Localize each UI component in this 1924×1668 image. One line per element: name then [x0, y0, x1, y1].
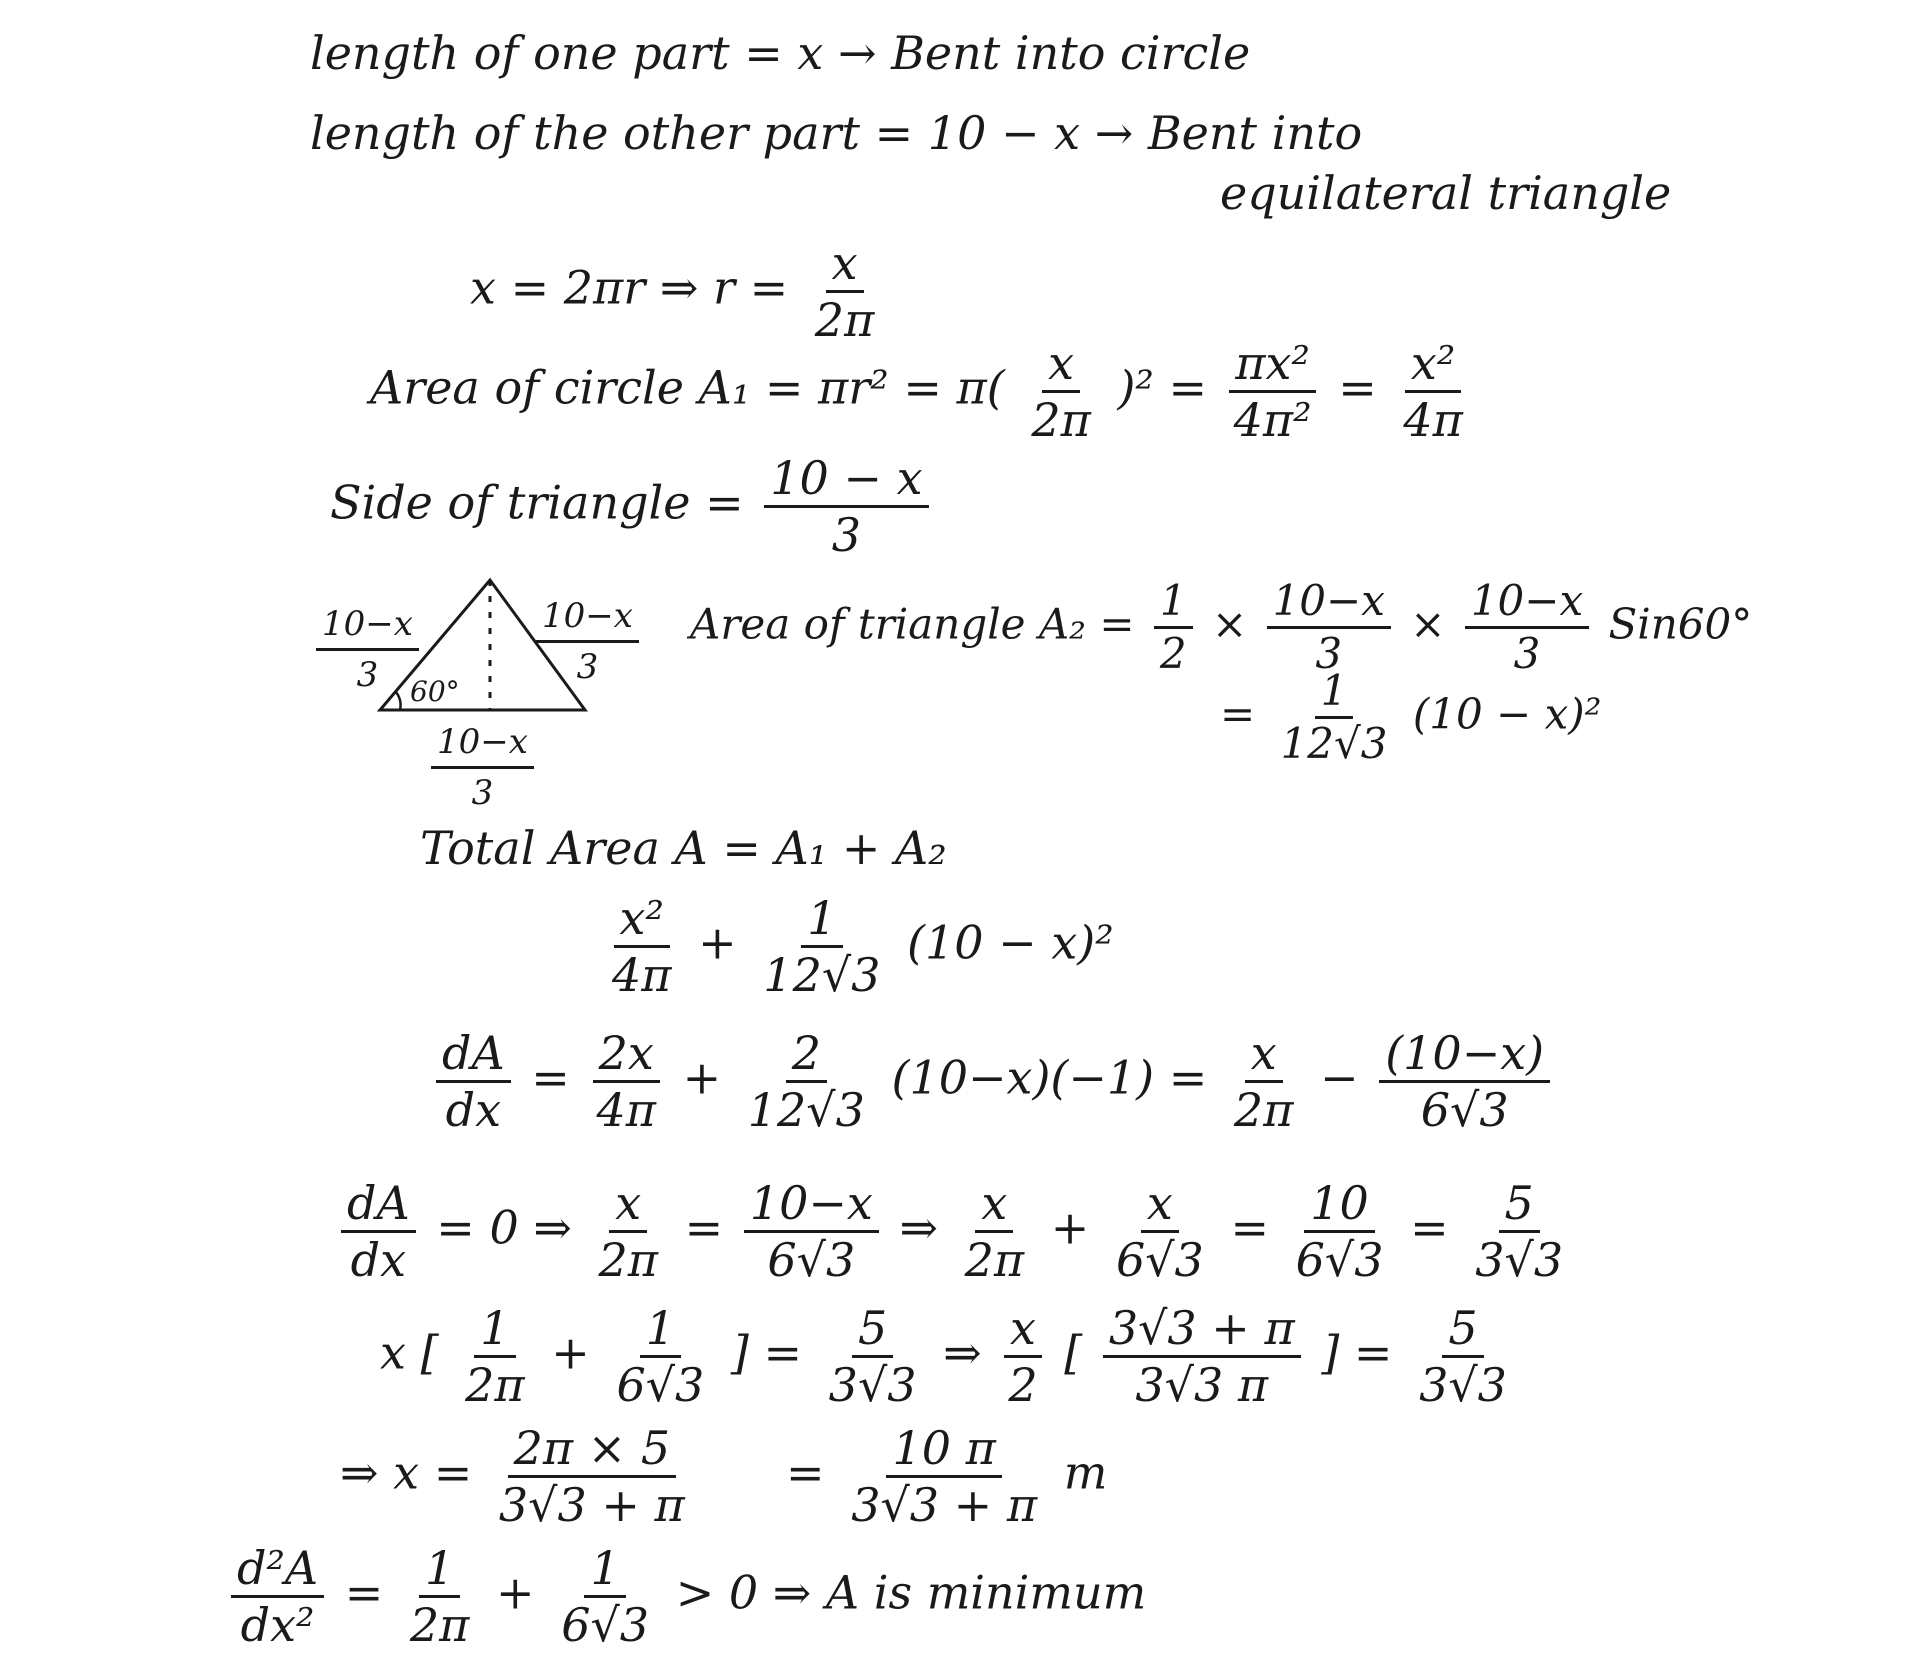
triangle-figure — [320, 560, 640, 813]
total-area-line: Total Area A = A₁ + A₂ — [420, 821, 947, 875]
side-line: Side of triangle = $\frac{10 - x}{3}$ — [330, 455, 935, 558]
triangle-angle-label: 60° — [410, 675, 460, 708]
second-derivative-line: $\frac{\text{d²A}}{\text{dx²}}$ = $\frac{1}{2\pi}$ + $\frac{1}{6√3}$ > 0 ⇒ A is minimum — [225, 1545, 1146, 1648]
total-area-expression: $\frac{\text{x²}}{4\pi}$ + $\frac{1}{12√3}$ (10 − x)² — [612, 891, 1114, 1002]
circle-area-line: Area of circle A₁ = πr² = π( $\frac{x}{2\pi}$ )² = $\frac{\text{πx²}}{\text{4π²}}$ = $\frac{\text{x²}}{4\pi}$ — [370, 336, 1463, 447]
intro-line-2: length of the other part = 10 − x → Bent into — [310, 106, 1363, 160]
zero-condition-line: $\frac{dA}{dx}$ = 0 ⇒ $\frac{x}{2\pi}$ = $\frac{10-x}{6√3}$ ⇒ $\frac{x}{2\pi}$ + $\frac{x}{6√3}$ = $\frac{10}{6√3}$ = $\frac{5}{3√3}$ — [335, 1180, 1575, 1283]
derivative-line: $\frac{dA}{dx}$ = $\frac{2x}{4\pi}$ + $\frac{2}{12√3}$ (10−x)(−1) = $\frac{x}{2\pi}$ − $\frac{(10-x)}{6√3}$ — [430, 1030, 1556, 1133]
triangle-base-label: $\frac{10-x}{3}$ — [425, 722, 540, 813]
triangle-right-side-label: $\frac{10-x}{3}$ — [530, 596, 645, 687]
triangle-area-line-2: = $\frac{1}{12√3}$ (10 − x)² — [1220, 666, 1602, 768]
triangle-area-line: Area of triangle A₂ = $\frac{1}{2}$ × $\frac{10-x}{3}$ × $\frac{10-x}{3}$ Sin60° — [690, 576, 1753, 678]
triangle-left-side-label: $\frac{10-x}{3}$ — [310, 604, 425, 695]
radius-line — [470, 236, 886, 347]
solution-line: ⇒ x = $\frac{2\pi \times 5}{3√3 + \pi}$ = $\frac{10 \pi}{3√3 + \pi}$ m — [340, 1421, 1108, 1532]
intro-line-3: equilateral triangle — [1220, 166, 1672, 220]
intro-line-1: length of one part = x → Bent into circle — [310, 26, 1251, 80]
bracket-line: x [ $\frac{1}{2\pi}$ + $\frac{1}{6√3}$ ] = $\frac{5}{3√3}$ ⇒ $\frac{x}{2}$ [ $\frac{3√3 + \pi}{3√3 \pi}$ ] = $\frac{5}{3√3}$ — [380, 1301, 1507, 1412]
radius-fraction: $\frac{x}{2\pi}$ — [814, 236, 875, 347]
radius-lhs: x = 2πr ⇒ r = — [470, 260, 789, 315]
solution-unit: m — [1063, 1445, 1108, 1500]
